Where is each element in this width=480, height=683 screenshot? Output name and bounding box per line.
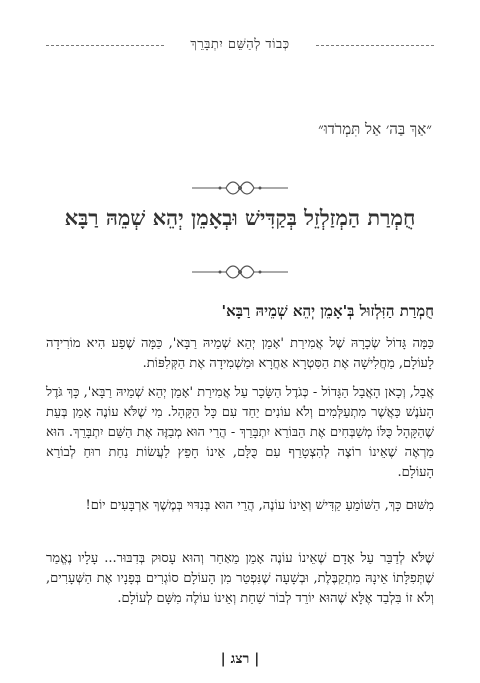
motto-quote: ״אַךְ בַּה׳ אַל תִּמְרֹדוּ״	[318, 120, 432, 138]
chapter-title: חֻמְרַת הַמְזַלְזֵל בְּקַדִּישׁ וּבְאָמֵן יְהֵא שְׁמֵהּ רַבָּא	[64, 205, 416, 230]
section-title: חֻמְרַת הַזִּלְזוּל בְּ'אָמֵן יְהֵא שְׁמֵיהּ רַבָּא'	[221, 302, 434, 320]
header-rule-right	[316, 45, 434, 46]
paragraph: כַּמָּה גָּדוֹל שְׂכָרָהּ שֶׁל אֲמִירַת 'אָמֵן יְהֵא שְׁמֵיהּ רַבָּא', כַּמָּה שֶׁפַע הִיא מוֹרִידָה לָעוֹלָם, מַחֲלִישָׁה אֶת הַסִּטְרָא אַחֲרָא וּמַשְׁמִידָה אֶת הַקְּלִפּוֹת.	[46, 336, 434, 371]
ornament-divider-top	[190, 178, 290, 198]
paragraph: מִשּׁוּם כָּךְ, הַשּׁוֹמֵעַ קַדִּישׁ וְאֵינוֹ עוֹנֶה, הֲרֵי הוּא בְּנִדּוּי בְּמֶשֶׁךְ אַרְבָּעִים יוֹם!	[85, 498, 434, 513]
header-rule-left	[46, 45, 164, 46]
ornament-divider-bottom	[190, 262, 290, 282]
paragraph: שֶׁלֹּא לְדַבֵּר עַל אָדָם שֶׁאֵינוֹ עוֹנֶה אָמֵן מֵאַחַר וְהוּא עָסוּק בְּדִבּוּר... עָלָיו נֶאֱמַר שֶׁתְּפִלָּתוֹ אֵינָהּ מִתְקַבֶּלֶת, וּבְשָׁעָה שֶׁנִּפְטַר מִן הָעוֹלָם סוֹגְרִים בְּפָנָיו אֶת הַשְּׁעָרִים, וְלֹא זוֹ בִּלְבַד אֶלָּא שֶׁהוּא יוֹרֵד לְבוֹר שַׁחַת וְאֵינוֹ עוֹלֶה מִשָּׁם לְעוֹלָם.	[46, 551, 434, 606]
running-header	[46, 36, 434, 56]
page-number: | רצג |	[220, 651, 260, 667]
paragraph: אֲבָל, וְכָאן הָאֲבָל הַגָּדוֹל - כְּגֹדֶל הַשָּׂכָר עַל אֲמִירַת 'אָמֵן יְהֵא שְׁמֵיהּ רַבָּא', כָּךְ גֹּדֶל הָעֹנֶשׁ כַּאֲשֶׁר מִתְעַלְּמִים וְלֹא עוֹנִים יַחַד עִם כָּל הַקָּהָל. מִי שֶׁלֹּא עוֹנֶה אָמֵן בְּעֵת שֶׁהַקָּהָל כֻּלּוֹ מְשַׁבְּחִים אֶת הַבּוֹרֵא יִתְבָּרֵךְ - הֲרֵי הוּא מְבַזֶּה אֶת הַשֵּׁם יִתְבָּרֵךְ. הוּא מַרְאֶה שֶׁאֵינוֹ רוֹצֶה לְהִצְטָרֵף עִם כֻּלָּם, אֵינוֹ חָפֵץ לַעֲשׂוֹת נַחַת רוּחַ לְבוֹרֵא הָעוֹלָם.	[46, 385, 434, 480]
header-text: כְּבוֹד לְהַשֵּׁם יִתְבָּרֵךְ	[190, 37, 290, 52]
